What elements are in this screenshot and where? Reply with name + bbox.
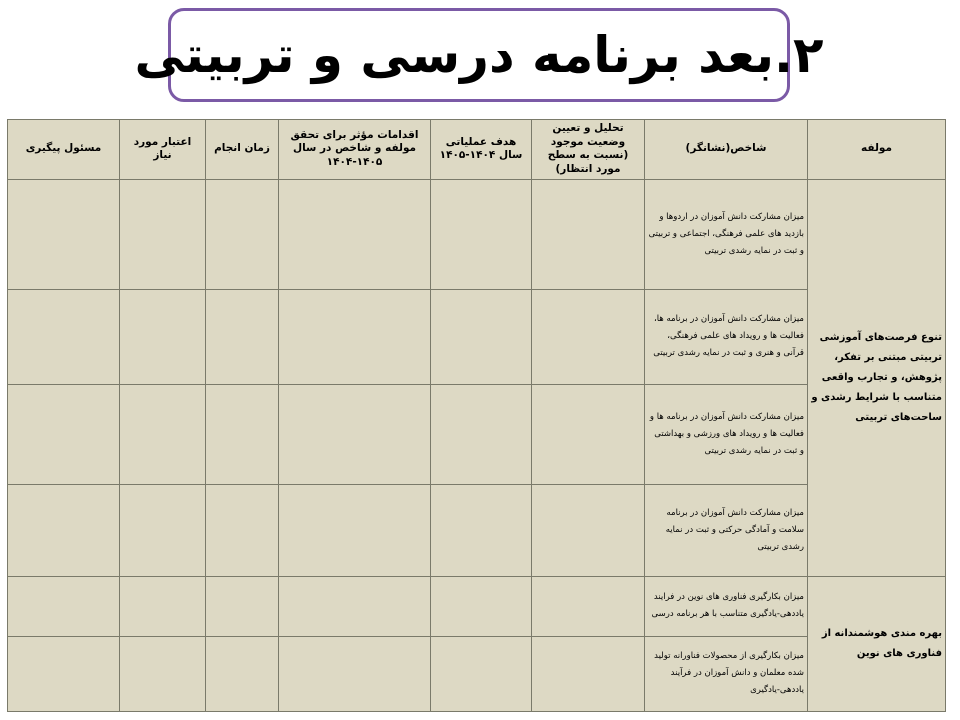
empty-cell	[206, 179, 279, 289]
empty-cell	[206, 576, 279, 636]
header-budget: اعتبار مورد نیاز	[120, 120, 206, 180]
empty-cell	[120, 179, 206, 289]
title-box	[134, 8, 824, 102]
empty-cell	[8, 179, 120, 289]
empty-cell	[8, 384, 120, 484]
empty-cell	[532, 179, 645, 289]
header-analysis: تحلیل و تعیین وضعیت موجود (نسبت به سطح مورد انتظار)	[532, 120, 645, 180]
empty-cell	[279, 289, 431, 384]
curriculum-table	[7, 119, 946, 712]
empty-cell	[8, 576, 120, 636]
empty-cell	[532, 484, 645, 576]
empty-cell	[206, 384, 279, 484]
empty-cell	[8, 484, 120, 576]
empty-cell	[431, 484, 532, 576]
empty-cell	[431, 636, 532, 711]
empty-cell	[279, 576, 431, 636]
empty-cell	[120, 636, 206, 711]
header-responsible: مسئول پیگیری	[8, 120, 120, 180]
header-goal: هدف عملیاتی سال ۱۴۰۴-۱۴۰۵	[431, 120, 532, 180]
header-actions: اقدامات مؤثر برای تحقق مولفه و شاخص در سال ۱۴۰۵-۱۴۰۴	[279, 120, 431, 180]
empty-cell	[431, 289, 532, 384]
empty-cell	[532, 289, 645, 384]
empty-cell	[279, 636, 431, 711]
empty-cell	[279, 179, 431, 289]
table-row	[8, 576, 946, 636]
empty-cell	[532, 384, 645, 484]
empty-cell	[532, 636, 645, 711]
table-row	[8, 289, 946, 384]
indicator-cell-6: میزان بکارگیری از محصولات فناورانه تولید شده معلمان و دانش آموزان در فرآیند یاددهی-یادگیری	[645, 636, 808, 711]
empty-cell	[120, 576, 206, 636]
header-indicator: شاخص(نشانگر)	[645, 120, 808, 180]
component-cell-1: تنوع فرصت‌های آموزشی تربیتی مبتنی بر تفکر، پژوهش، و تجارب واقعی متناسب با شرایط رشدی و ساحت‌های تربیتی	[808, 179, 946, 576]
empty-cell	[206, 484, 279, 576]
header-component: مولفه	[808, 120, 946, 180]
empty-cell	[120, 384, 206, 484]
empty-cell	[279, 384, 431, 484]
empty-cell	[8, 636, 120, 711]
empty-cell	[8, 289, 120, 384]
empty-cell	[206, 636, 279, 711]
table-row	[8, 384, 946, 484]
empty-cell	[279, 484, 431, 576]
empty-cell	[532, 576, 645, 636]
empty-cell	[431, 179, 532, 289]
header-time: زمان انجام	[206, 120, 279, 180]
page-title: ۲.بعد برنامه درسی و تربیتی	[134, 26, 824, 84]
table-row	[8, 484, 946, 576]
indicator-cell-4: میزان مشارکت دانش آموزان در برنامه سلامت و آمادگی حرکتی و ثبت در نمایه رشدی تربیتی	[645, 484, 808, 576]
indicator-cell-2: میزان مشارکت دانش آموزان در برنامه ها، فعالیت ها و رویداد های علمی فرهنگی، قرآنی و هنری و ثبت در نمایه رشدی تربیتی	[645, 289, 808, 384]
empty-cell	[431, 384, 532, 484]
indicator-cell-3: میزان مشارکت دانش آموزان در برنامه ها و فعالیت ها و رویداد های ورزشی و بهداشتی و ثبت در نمایه رشدی تربیتی	[645, 384, 808, 484]
header-row	[8, 120, 946, 180]
component-cell-2: بهره مندی هوشمندانه از فناوری های نوین	[808, 576, 946, 711]
table-row	[8, 636, 946, 711]
indicator-cell-5: میزان بکارگیری فناوری های نوین در فرایند یاددهی-یادگیری متناسب با هر برنامه درسی	[645, 576, 808, 636]
empty-cell	[120, 484, 206, 576]
table-row	[8, 179, 946, 289]
empty-cell	[120, 289, 206, 384]
empty-cell	[206, 289, 279, 384]
indicator-cell-1: میزان مشارکت دانش آموزان در اردوها و بازدید های علمی فرهنگی، اجتماعی و تربیتی و ثبت در نمایه رشدی تربیتی	[645, 179, 808, 289]
empty-cell	[431, 576, 532, 636]
